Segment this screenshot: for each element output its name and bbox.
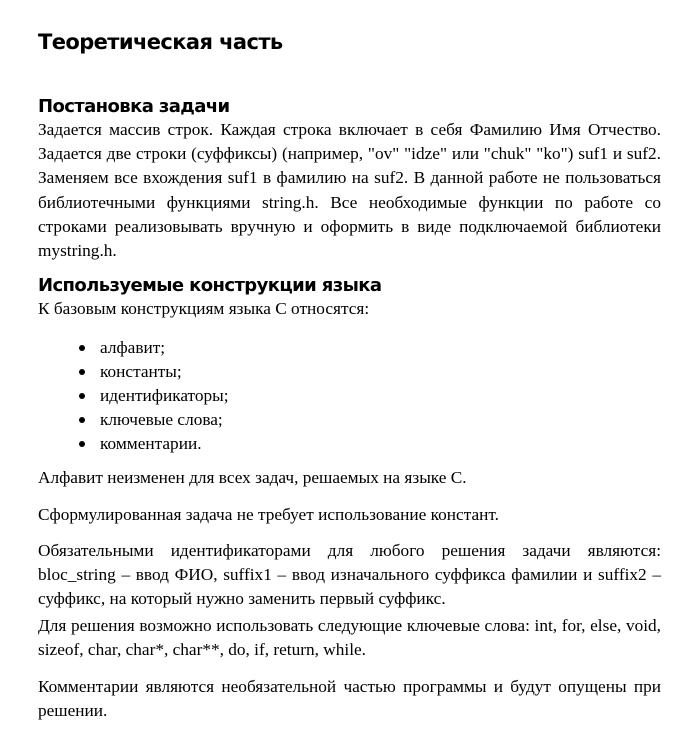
- list-item: [38, 384, 229, 408]
- paragraph-constants: Сформулированная задача не требует использование констант.: [38, 505, 499, 524]
- constructs-list: [38, 336, 229, 456]
- bullet-icon: [79, 417, 85, 423]
- bullet-icon: [79, 441, 85, 447]
- section-language-constructs: [38, 275, 661, 321]
- paragraph-identifiers: Обязательными идентификаторами для любого решения задачи являются: bloc_string – ввод ФИО, suffix1 – ввод изначального суффикса фамилии и suffix2 – суффикс, на который нужно заменить первый суффикс.: [38, 541, 661, 609]
- list-item: [38, 408, 229, 432]
- list-item-text: константы;: [100, 362, 182, 381]
- constructs-intro: К базовым конструкциям языка С относятся:: [38, 299, 370, 318]
- paragraph-keywords: Для решения возможно использовать следующие ключевые слова: int, for, else, void, sizeof, char, char*, char**, do, if, return, while.: [38, 616, 661, 660]
- list-item-text: идентификаторы;: [100, 386, 229, 405]
- bullet-icon: [79, 369, 85, 375]
- list-item: [38, 432, 229, 456]
- section-heading: Постановка задачи: [38, 96, 230, 117]
- document-title: Теоретическая часть: [38, 30, 283, 54]
- paragraph-comments: Комментарии являются необязательной частью программы и будут опущены при решении.: [38, 677, 661, 721]
- problem-statement-text: Задается массив строк. Каждая строка включает в себя Фамилию Имя Отчество. Задается две строки (суффиксы) (например, "ov" "idze" или "chuk" "ko") suf1 и suf2. Заменяем все вхождения suf1 в фамилию на suf2. В данной работе не пользоваться библиотечными функциями string.h. Все необходимые функции по работе со строками реализовывать вручную и оформить в виде подключаемой библиотеки mystring.h.: [38, 120, 661, 261]
- list-item: [38, 360, 229, 384]
- list-item-text: ключевые слова;: [100, 410, 223, 429]
- paragraph-alphabet: Алфавит неизменен для всех задач, решаемых на языке С.: [38, 468, 467, 487]
- list-item: [38, 336, 229, 360]
- bullet-icon: [79, 345, 85, 351]
- list-item-text: комментарии.: [100, 434, 202, 453]
- bullet-icon: [79, 393, 85, 399]
- section-problem-statement: [38, 96, 661, 263]
- list-item-text: алфавит;: [100, 338, 166, 357]
- section-heading: Используемые конструкции языка: [38, 275, 382, 296]
